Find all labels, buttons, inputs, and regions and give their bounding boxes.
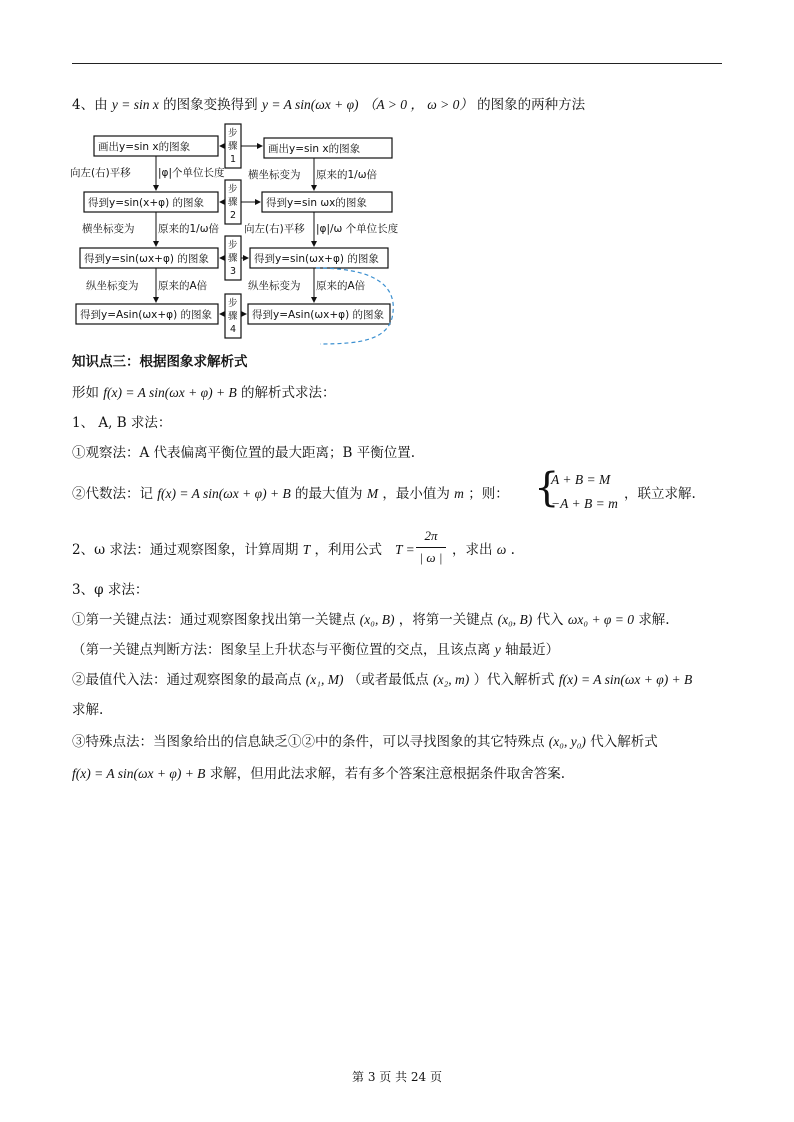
step-1-num: 1 [230,154,237,165]
p3note-y: y [494,642,501,657]
p3b-text1: ②最值代入法：通过观察图象的最高点 [72,672,302,688]
system-eq-2: −A + B = m [551,496,618,511]
item4-formula-2: y = A sin(ωx + φ) [261,97,359,112]
p1b-text3: ，最小值为 [382,486,450,502]
header-rule [72,63,722,64]
p1-algebra [72,484,509,504]
system-brace: { [534,465,560,511]
p3b-line2: 求解. [72,702,104,718]
left-label-3b: 原来的A倍 [158,280,208,292]
step-3-num: 3 [230,266,237,277]
left-label-1a: 向左(右)平移 [70,167,131,179]
p2-text1: 2、ω 求法：通过观察图象，计算周期 [72,542,299,558]
left-label-3a: 纵坐标变为 [86,280,139,292]
right-box-1: 画出y=sin x的图象 [268,143,361,155]
p3b-pt2: (x₂, m) [433,672,470,687]
step-4-mid: 骤 [228,311,238,322]
step-1-mid: 骤 [228,141,238,152]
step-1-top: 步 [228,128,238,139]
item4-line [72,95,585,115]
p3-note [72,640,559,660]
step-4-top: 步 [228,298,238,309]
p2-tail [452,540,515,560]
form-prefix: 形如 [72,385,99,401]
p2-den: | ω | [419,550,443,565]
p2-text3: ，求出 [452,542,493,558]
p3a-text3: 代入 [536,612,564,628]
right-label-1a: 横坐标变为 [248,169,301,181]
left-box-1: 画出y=sin x的图象 [98,141,191,153]
p3c2-text: 求解，但用此法求解，若有多个答案注意根据条件取舍答案. [209,766,566,782]
p3a-text1: ①第一关键点法：通过观察图象找出第一关键点 [72,612,356,628]
step-4-num: 4 [230,324,237,335]
p2-omega: ω [496,542,507,557]
p1b-text1: ②代数法：记 [72,486,153,502]
p3a-text2: ，将第一关键点 [398,612,494,628]
item4-suffix: 的图象的两种方法 [477,97,586,113]
p3c-pt: (x₀, y₀) [548,734,586,749]
p1-title: 1、 A, B 求法： [72,415,172,431]
page-footer: 第 3 页 共 24 页 [352,1070,442,1084]
p2-line [72,540,382,560]
step-2-num: 2 [230,210,237,221]
step-3-top: 步 [228,240,238,251]
form-line [72,383,336,403]
left-box-2: 得到y=sin(x+φ) 的图象 [88,197,205,209]
left-label-1b: |φ|个单位长度 [158,167,225,179]
left-box-3: 得到y=sin(ωx+φ) 的图象 [84,253,209,265]
form-suffix: 的解析式求法： [241,385,336,401]
right-box-3: 得到y=sin(ωx+φ) 的图象 [254,253,379,265]
p3a-pt2: (x₀, B) [497,612,533,627]
p3a-text4: 求解. [638,612,670,628]
item4-condition: （A > 0 ， ω > 0） [362,97,473,112]
p2-T: T [302,542,311,557]
p3b-pt1: (x₁, M) [305,672,344,687]
item4-mid: 的图象变换得到 [163,97,258,113]
p3-title: 3、φ 求法： [72,582,149,598]
p2-lhs: T = [395,542,415,557]
p2-frac-bar [416,547,446,548]
transformation-flowchart [70,118,410,350]
p1b-text2: 的最大值为 [295,486,363,502]
form-formula: f(x) = A sin(ωx + φ) + B [103,385,237,400]
p3a-eq: ωx₀ + φ = 0 [567,612,635,627]
right-box-2: 得到y=sin ωx的图象 [266,197,367,209]
step-2-top: 步 [228,184,238,195]
system-eq-1: A + B = M [551,472,611,487]
p3note-text1: （第一关键点判断方法：图象呈上升状态与平衡位置的交点，且该点离 [72,642,491,658]
p3b-line [72,670,692,690]
p1b-m: m [454,486,464,501]
p2-end: . [510,542,515,558]
p3note-text2: 轴最近） [505,642,560,658]
p3b-text3: ）代入解析式 [473,672,555,688]
p3c-line [72,732,658,752]
left-box-4: 得到y=Asin(ωx+φ) 的图象 [80,309,212,321]
item4-prefix: 4、由 [72,97,108,113]
p3c-line2 [72,764,565,784]
p3c-text1: ③特殊点法：当图象给出的信息缺乏①②中的条件，可以寻找图象的其它特殊点 [72,734,545,750]
right-box-4: 得到y=Asin(ωx+φ) 的图象 [252,309,384,321]
p2-text2: ，利用公式 [314,542,382,558]
item4-formula-1: y = sin x [111,97,159,112]
p1b-text4: ；则： [468,486,509,502]
p3b-text2: （或者最低点 [347,672,429,688]
p1b-formula: f(x) = A sin(ωx + φ) + B [157,486,291,501]
right-label-3b: 原来的A倍 [316,280,366,292]
p1b-M: M [366,486,379,501]
left-label-2a: 横坐标变为 [82,223,135,235]
right-label-2a: 向左(右)平移 [244,223,305,235]
p2-num: 2π [424,528,438,543]
p3c2-formula: f(x) = A sin(ωx + φ) + B [72,766,206,781]
right-label-3a: 纵坐标变为 [248,280,301,292]
p1-observation: ①观察法：A 代表偏离平衡位置的最大距离；B 平衡位置. [72,445,416,461]
section3-title: 知识点三：根据图象求解析式 [72,354,248,370]
step-2-mid: 骤 [228,197,238,208]
p3a-pt: (x₀, B) [359,612,395,627]
right-label-2b: |φ|/ω 个单位长度 [316,223,399,235]
p3c-text2: 代入解析式 [590,734,658,750]
right-label-1b: 原来的1/ω倍 [316,169,378,181]
step-3-mid: 骤 [228,253,238,264]
left-label-2b: 原来的1/ω倍 [158,223,220,235]
p3b-formula: f(x) = A sin(ωx + φ) + B [558,672,693,687]
p1b-text5: ，联立求解. [624,486,696,502]
p3a-line [72,610,670,630]
